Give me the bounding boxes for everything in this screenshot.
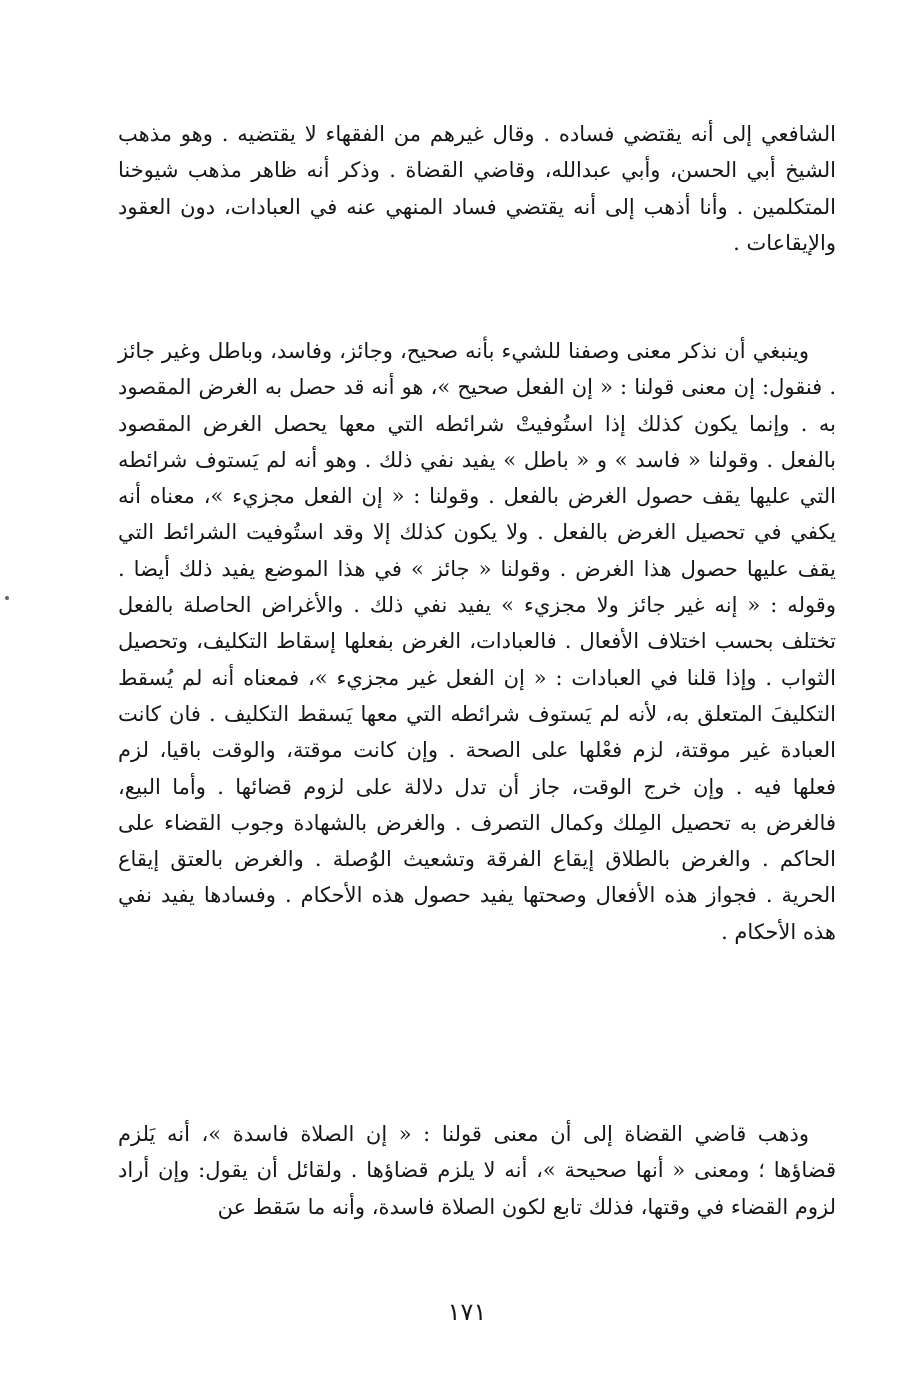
margin-mark [5, 596, 9, 600]
paragraph-2 [118, 333, 836, 950]
paragraph-3-text: وذهب قاضي القضاة إلى أن معنى قولنا : « إن الصلاة فاسدة »، أنه يَلزم قضاؤها ؛ ومعنى « أنها صحيحة »، أنه لا يلزم قضاؤها . ولقائل أن يقول: وإن أراد لزوم القضاء في وقتها، فذلك تابع لكون الصلاة فاسدة، وأنه ما سَقط عن [118, 1122, 836, 1219]
page-number: ١٧١ [447, 1298, 487, 1326]
paragraph-3 [118, 1116, 836, 1225]
paragraph-1-text: الشافعي إلى أنه يقتضي فساده . وقال غيرهم من الفقهاء لا يقتضيه . وهو مذهب الشيخ أبي الحسن، وأبي عبدالله، وقاضي القضاة . وذكر أنه ظاهر مذهب شيوخنا المتكلمين . وأنا أذهب إلى أنه يقتضي فساد المنهي عنه في العبادات، دون العقود والإيقاعات . [118, 122, 836, 255]
paragraph-1 [118, 116, 836, 261]
paragraph-2-text: وينبغي أن نذكر معنى وصفنا للشيء بأنه صحيح، وجائز، وفاسد، وباطل وغير جائز . فنقول: إن معنى قولنا : « إن الفعل صحيح »، هو أنه قد حصل به الغرض المقصود به . وإنما يكون كذلك إذا استُوفيتْ شرائطه التي معها يحصل الغرض المقصود بالفعل . وقولنا « فاسد » و « باطل » يفيد نفي ذلك . وهو أنه لم يَستوف شرائطه التي عليها يقف حصول الغرض بالفعل . وقولنا : « إن الفعل مجزيء »، معناه أنه يكفي في تحصيل الغرض بالفعل . ولا يكون كذلك إلا وقد استُوفيت الشرائط التي يقف عليها حصول هذا الغرض . وقولنا « جائز » في هذا الموضع يفيد ذلك أيضا . وقوله : « إنه غير جائز ولا مجزيء » يفيد نفي ذلك . والأغراض الحاصلة بالفعل تختلف بحسب اختلاف الأفعال . فالعبادات، الغرض بفعلها إسقاط التكليف، وتحصيل الثواب . وإذا قلنا في العبادات : « إن الفعل غير مجزيء »، فمعناه أنه لم يُسقط التكليفَ المتعلق به، لأنه لم يَستوف شرائطه التي معها يَسقط التكليف . فان كانت العبادة غير موقتة، لزم فعْلها على الصحة . وإن كانت موقتة، والوقت باقيا، لزم فعلها فيه . وإن خرج الوقت، جاز أن تدل دلالة على لزوم قضائها . وأما البيع، فالغرض به تحصيل المِلك وكمال التصرف . والغرض بالشهادة وجوب القضاء على الحاكم . والغرض بالطلاق إيقاع الفرقة وتشعيث الوُصلة . والغرض بالعتق إيقاع الحرية . فجواز هذه الأفعال وصحتها يفيد حصول هذه الأحكام . وفسادها يفيد نفي هذه الأحكام . [118, 339, 836, 944]
